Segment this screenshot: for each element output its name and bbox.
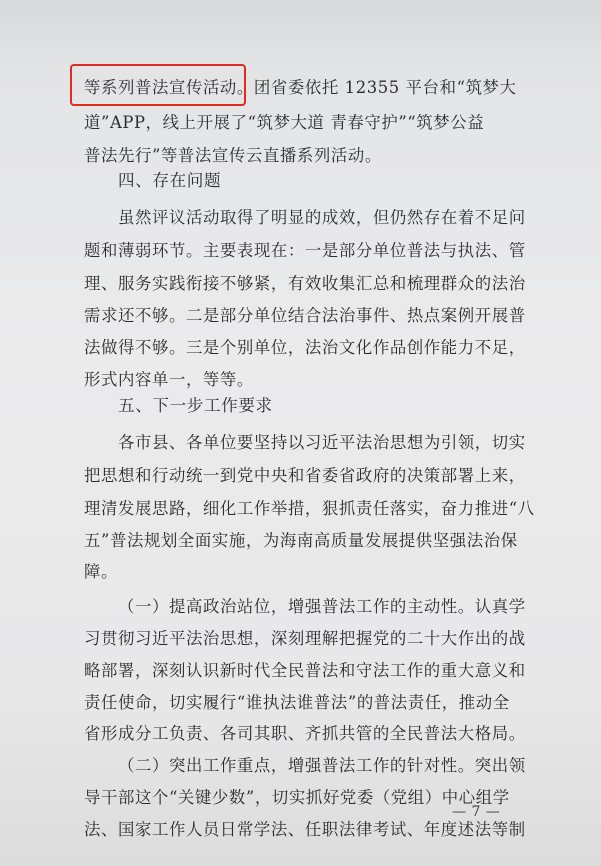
text-line-3: 普法先行”等普法宣传云直播系列活动。 [84,146,382,165]
text-line-1 [84,78,517,98]
item1-line-5: 省形成分工负责、各司其职、齐抓共管的全民普法大格局。 [84,724,526,743]
section4-line-4: 需求还不够。二是部分单位结合法治事件、热点案例开展普 [84,306,526,325]
section-heading-5: 五、下一步工作要求 [118,396,273,415]
section4-line-6: 形式内容单一，等等。 [84,370,254,389]
section5-line-3: 理清发展思路，细化工作举措，狠抓责任落实，奋力推进“八 [84,499,535,518]
section4-line-5: 法做得不够。三是个别单位，法治文化作品创作能力不足， [84,338,526,357]
item2-line-1: （二）突出工作重点，增强普法工作的针对性。突出领 [118,756,526,775]
section4-line-2: 题和薄弱环节。主要表现在：一是部分单位普法与执法、管 [84,241,526,260]
section5-line-2: 把思想和行动统一到党中央和省委省政府的决策部署上来， [84,466,526,485]
highlighted-text: 等系列普法宣传活动。 [84,78,254,97]
section-heading-4: 四、存在问题 [118,171,222,190]
line-continuation: 团省委依托 12355 平台和“筑梦大 [253,78,517,97]
item1-line-4: 责任使命，切实履行“谁执法谁普法”的普法责任，推动全 [84,693,510,712]
section4-line-3: 理、服务实践衔接不够紧，有效收集汇总和梳理群众的法治 [84,274,526,293]
page-number: — 7 — [452,804,501,820]
item2-line-2: 导干部这个“关键少数”，切实抓好党委（党组）中心组学 [84,788,510,807]
section4-line-1: 虽然评议活动取得了明显的成效，但仍然存在着不足问 [118,208,526,227]
text-line-2: 道”APP，线上开展了“筑梦大道 青春守护”“筑梦公益 [84,113,485,132]
section5-line-5: 障。 [84,562,118,581]
section5-line-1: 各市县、各单位要坚持以习近平法治思想为引领，切实 [118,433,526,452]
section5-line-4: 五”普法规划全面实施，为海南高质量发展提供坚强法治保 [84,531,518,550]
item1-line-1: （一）提高政治站位，增强普法工作的主动性。认真学 [118,597,526,616]
item1-line-2: 习贯彻习近平法治思想，深刻理解把握党的二十大作出的战 [84,629,526,648]
item2-line-3: 法、国家工作人员日常学法、任职法律考试、年度述法等制 [84,820,526,839]
item1-line-3: 略部署，深刻认识新时代全民普法和守法工作的重大意义和 [84,661,526,680]
